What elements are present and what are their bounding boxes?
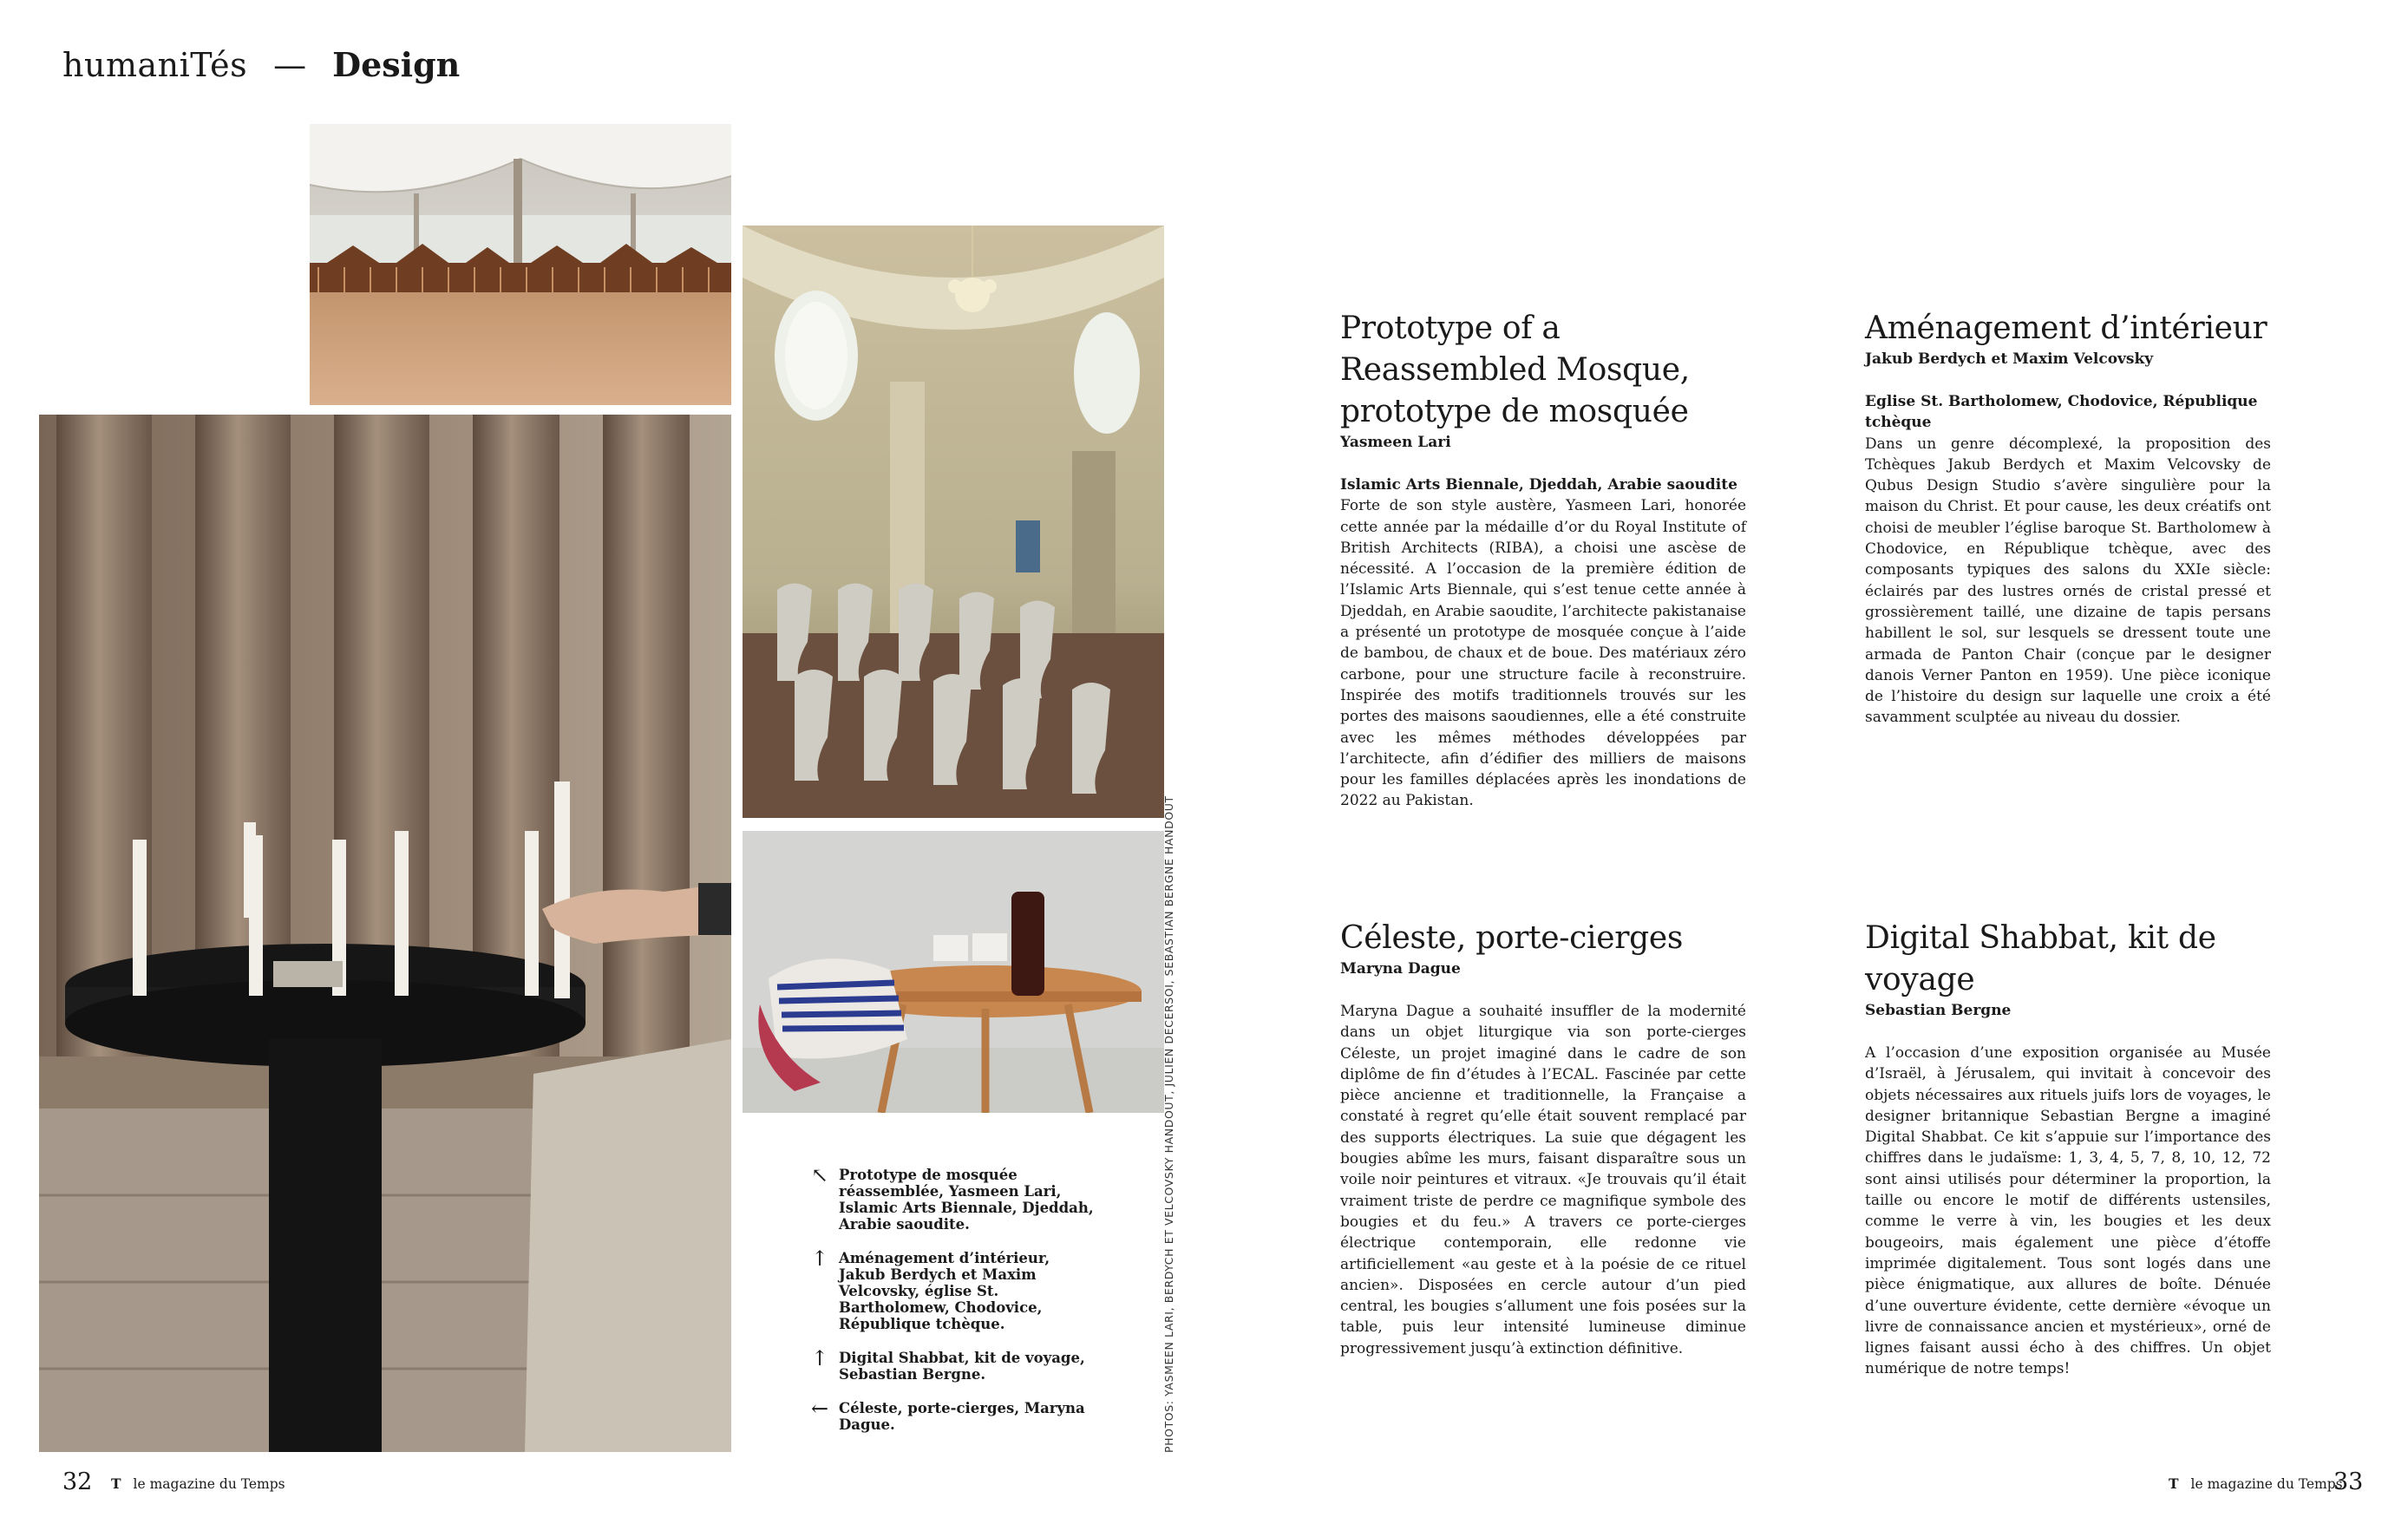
- article-body: Forte de son style austère, Yasmeen Lari, honorée cette année par la médaille d’or du Royal Institute of British Architects (RIBA), a choisi une ascèse de nécessité. A l’occasion de la première édition de l’Islamic Arts Biennale, qui s’est tenue cette année à Djeddah, en Arabie saoudite, l’architecte pakistanaise a présenté un prototype de mosquée conçue à l’aide de bambou, de chaux et de boue. Des matériaux zéro carbone, pour une structure facile à reconstruire. Inspirée des motifs traditionnels trouvés sur les portes des maisons saoudiennes, elle a été construite avec les mêmes méthodes développées par l’architecte, afin d’édifier des milliers de maisons pour les familles déplacées après les inondations de 2022 au Pakistan.: [1340, 497, 1746, 810]
- caption-text: Prototype de mosquée réassemblée, Yasmeen Lari, Islamic Arts Biennale, Djeddah, Arabie saoudite.: [839, 1167, 1094, 1233]
- page-header: [62, 45, 460, 84]
- caption-church: [811, 1246, 1097, 1332]
- magazine-logo: T: [2169, 1475, 2179, 1492]
- page-number-left: 32: [62, 1468, 93, 1495]
- article-mosque: [1340, 308, 1746, 812]
- page-number-right: 33: [2333, 1468, 2364, 1495]
- header-dash: —: [273, 46, 307, 84]
- article-author: Yasmeen Lari: [1340, 434, 1451, 451]
- nw-arrow-icon: ↖: [811, 1163, 829, 1187]
- candle-holder-photo: [39, 415, 731, 1452]
- photo-captions: [811, 1163, 1097, 1450]
- magazine-name-right: [2169, 1475, 2343, 1492]
- left-arrow-icon: ←: [811, 1396, 829, 1421]
- subsection-name: Design: [332, 45, 461, 84]
- caption-text: Digital Shabbat, kit de voyage, Sebastian Bergne.: [839, 1350, 1085, 1383]
- article-title: Prototype of a Reassembled Mosque, prototype de mosquée: [1340, 311, 1690, 429]
- shabbat-kit-photo: [743, 831, 1164, 1113]
- article-church: [1865, 308, 2271, 729]
- article-body: Dans un genre décomplexé, la proposition des Tchèques Jakub Berdych et Maxim Velcovsky de Qubus Design Studio s’avère singulière pour la maison du Christ. Et pour cause, les deux créatifs ont choisi de meubler l’église baroque St. Bartholomew à Chodovice, en République tchèque, avec des composants typiques des salons du XXIe siècle: éclairés par des lustres ornés de cristal pressé et grossièrement taillé, une dizaine de tapis persans habillent le sol, sur lesquels se dressent toute une armada de Panton Chair (conçue par le designer danois Verner Panton en 1959). Une pièce iconique de l’histoire du design sur laquelle une croix a été savamment sculptée au niveau du dossier.: [1865, 435, 2271, 727]
- article-title: Digital Shabbat, kit de voyage: [1865, 920, 2216, 997]
- article-place: Eglise St. Bartholomew, Chodovice, République tchèque: [1865, 393, 2258, 432]
- article-body: A l’occasion d’une exposition organisée au Musée d’Israël, à Jérusalem, qui invitait à concevoir des objets nécessaires aux rituels juifs lors de voyages, le designer britannique Sebastian Bergne a imaginé Digital Shabbat. Ce kit s’appuie sur l’importance des chiffres dans le judaïsme: 1, 3, 4, 5, 7, 8, 10, 12, 72 sont ainsi utilisés pour déterminer la proportion, la taille ou encore le motif de différents ustensiles, comme le verre à vin, les bougies et les deux bougeoirs, mais également une pièce d’étoffe imprimée digitalement. Tous sont logés dans une pièce énigmatique, aux allures de boîte. Dénuée d’une ouverture évidente, cette dernière «évoque un livre de connaissance ancien et mystérieux», orné de lignes faisant aussi écho à des chiffres. Un objet numérique de notre temps!: [1865, 1044, 2271, 1378]
- magazine-title: le magazine du Temps: [2190, 1476, 2343, 1492]
- article-title: Céleste, porte-cierges: [1340, 920, 1684, 956]
- section-name: humaniTés: [62, 46, 248, 84]
- article-place: Islamic Arts Biennale, Djeddah, Arabie saoudite: [1340, 476, 1737, 494]
- caption-celeste: [811, 1396, 1097, 1433]
- article-celeste: [1340, 918, 1746, 1359]
- article-author: Maryna Dague: [1340, 960, 1461, 978]
- mosque-photo: [310, 124, 731, 405]
- caption-shabbat: [811, 1346, 1097, 1383]
- article-author: Sebastian Bergne: [1865, 1002, 2012, 1019]
- article-author: Jakub Berdych et Maxim Velcovsky: [1865, 350, 2154, 368]
- magazine-name-left: [111, 1475, 285, 1492]
- church-interior-photo: [743, 226, 1164, 818]
- article-body: Maryna Dague a souhaité insuffler de la modernité dans un objet liturgique via son porte-cierges Céleste, un projet imaginé dans le cadre de son diplôme de fin d’études à l’ECAL. Fascinée par cette pièce ancienne et traditionnelle, la Française a constaté à regret qu’elle était souvent remplacé par des supports électriques. La suie que dégagent les bougies abîme les murs, faisant disparaître sous un voile noir peintures et vitraux. «Je trouvais qu’il était vraiment triste de perdre ce magnifique symbole des bougies et du feu.» A travers ce porte-cierges électrique contemporain, elle redonne vie artificiellement «au geste et à la poésie de ce rituel ancien». Disposées en cercle autour d’un pied central, les bougies s’allument une fois posées sur la table, puis leur intensité lumineuse diminue progressivement jusqu’à extinction définitive.: [1340, 1003, 1746, 1357]
- caption-text: Céleste, porte-cierges, Maryna Dague.: [839, 1400, 1085, 1433]
- caption-mosque: [811, 1163, 1097, 1233]
- magazine-logo: T: [111, 1475, 121, 1492]
- photo-credit: PHOTOS: YASMEEN LARI, BERDYCH ET VELCOVSKY HANDOUT, JULIEN DECERSOI, SEBASTIAN BERGNE HANDOUT: [1162, 795, 1175, 1453]
- article-title: Aménagement d’intérieur: [1865, 311, 2267, 346]
- magazine-title: le magazine du Temps: [133, 1476, 285, 1492]
- up-arrow-icon: ↑: [811, 1246, 829, 1271]
- up-arrow-icon: ↑: [811, 1346, 829, 1370]
- caption-text: Aménagement d’intérieur, Jakub Berdych et Maxim Velcovsky, église St. Bartholomew, Chodovice, République tchèque.: [839, 1250, 1050, 1332]
- article-shabbat: [1865, 918, 2271, 1380]
